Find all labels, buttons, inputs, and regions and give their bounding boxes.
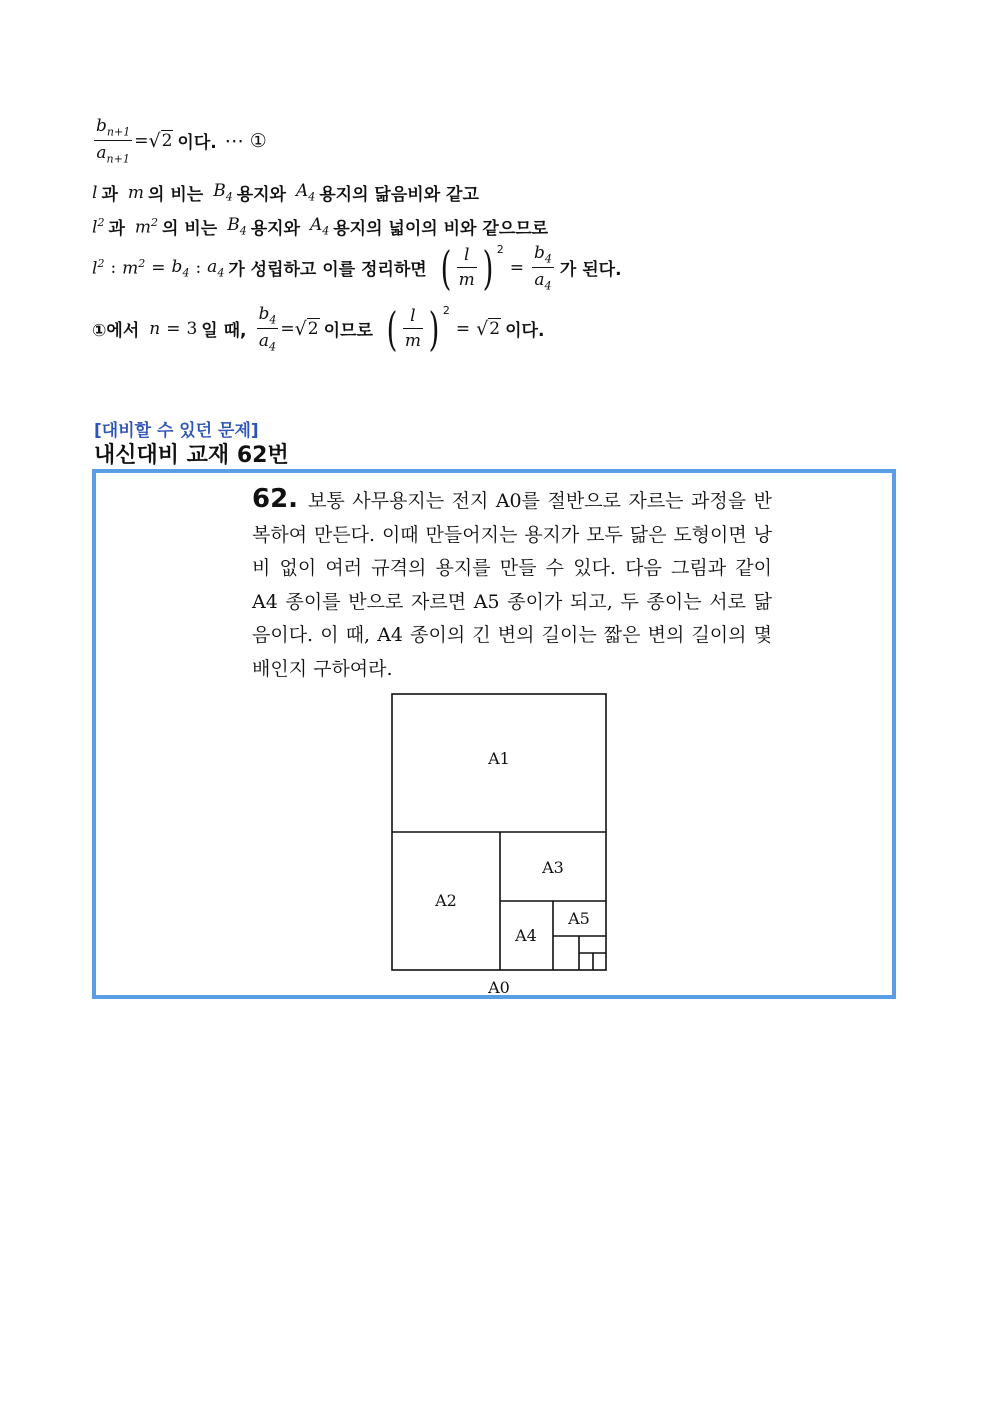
solution-line-3: $l^2$ 과 $m^2$ 의 비는 $B_4$ 용지와 $A_4$ 용지의 넓이의 비와 같으므로 <box>92 215 549 239</box>
label-a0: A0 <box>488 978 510 997</box>
solution-line-1: $\frac{b_{n+1}}{a_{n+1}}$ = √ 2 이다. ⋯ ① <box>96 116 267 166</box>
solution-line-2: l 과 m 의 비는 $B_4$ 용지와 $A_4$ 용지의 닮음비와 같고 <box>92 181 479 205</box>
fraction: $\frac{b_{n+1}}{a_{n+1}}$ <box>96 116 131 166</box>
label-a3: A3 <box>542 858 564 877</box>
solution-line-5: ①에서 n = 3 일 때, $\frac{b_4}{a_4}$ = √ 2 이므로 ( $\frac{l}{m}$ ) $^2$ = √ 2 이다. <box>92 301 545 356</box>
paper-size-figure <box>386 692 626 1002</box>
section-tag: [대비할 수 있던 문제] <box>94 421 259 441</box>
label-a4: A4 <box>515 926 537 945</box>
solution-line-4: $l^2$ : $m^2$ = $b_4$ : $a_4$ 가 성립하고 이를 정리하면 ( $\frac{l}{m}$ ) $^2$ = $\frac{b_4}{a_4}$ 가 된다. <box>92 240 622 295</box>
sqrt: √ 2 <box>148 129 173 152</box>
section-heading: 내신대비 교재 62번 <box>94 443 289 468</box>
problem-text: 62. 보통 사무용지는 전지 A0를 절반으로 자르는 과정을 반복하여 만든다. 이때 만들어지는 용지가 모두 닮은 도형이면 낭비 없이 여러 규격의 용지를 만들 수 있다. 다음 그림과 같이 A4 종이를 반으로 자르면 A5 종이가 되고, 두 종이는 서로 닮음이다. 이 때, A4 종이의 긴 변의 길이는 짧은 변의 길이의 몇 배인지 구하여라. <box>252 484 772 680</box>
label-a2: A2 <box>435 891 457 910</box>
problem-number: 62. <box>252 484 299 514</box>
problem-box <box>92 469 896 999</box>
label-a5: A5 <box>568 909 590 928</box>
label-a1: A1 <box>488 749 510 768</box>
